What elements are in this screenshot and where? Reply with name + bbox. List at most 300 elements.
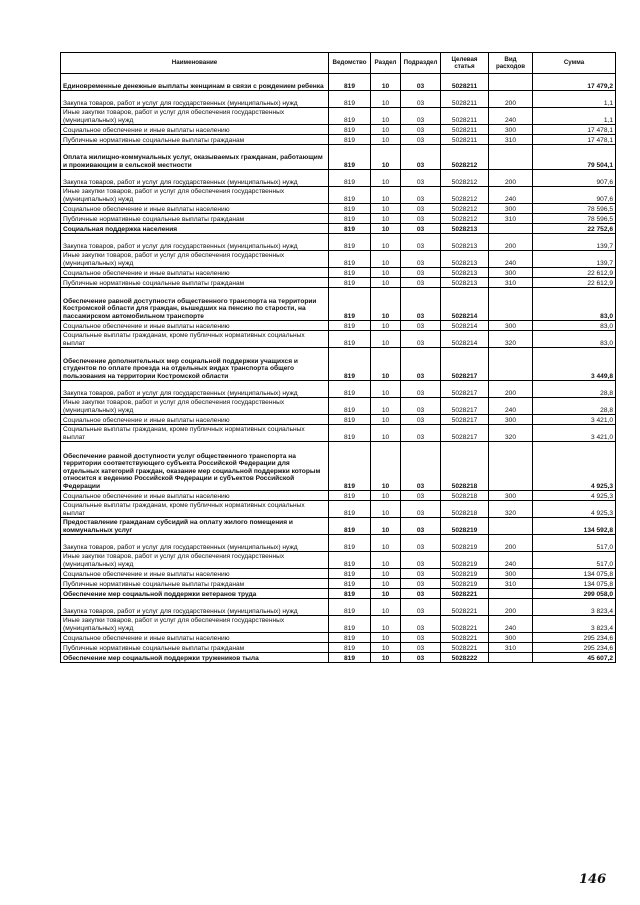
row-expense-type <box>489 145 533 170</box>
header-target-item: Целевая статья <box>441 53 489 74</box>
row-amount: 83,0 <box>533 321 616 331</box>
row-name: Иные закупки товаров, работ и услуг для обеспечения государственных (муниципальных) нужд <box>61 187 329 204</box>
row-expense-type: 320 <box>489 425 533 442</box>
row-section: 10 <box>371 135 401 145</box>
row-expense-type: 240 <box>489 108 533 125</box>
row-target-item: 5028217 <box>441 425 489 442</box>
row-target-item: 5028221 <box>441 643 489 653</box>
table-row <box>61 518 616 535</box>
row-target-item: 5028212 <box>441 214 489 224</box>
row-department: 819 <box>329 579 371 589</box>
row-amount: 28,8 <box>533 381 616 398</box>
row-name: Закупка товаров, работ и услуг для государственных (муниципальных) нужд <box>61 234 329 251</box>
row-subsection: 03 <box>401 589 441 599</box>
row-target-item: 5028214 <box>441 331 489 348</box>
row-expense-type: 300 <box>489 569 533 579</box>
row-department: 819 <box>329 204 371 214</box>
row-expense-type: 300 <box>489 491 533 501</box>
row-expense-type <box>489 348 533 381</box>
table-row <box>61 599 616 616</box>
table-row <box>61 214 616 224</box>
row-subsection: 03 <box>401 579 441 589</box>
row-target-item: 5028213 <box>441 278 489 288</box>
row-department: 819 <box>329 125 371 135</box>
row-expense-type: 200 <box>489 381 533 398</box>
row-target-item: 5028218 <box>441 501 489 518</box>
header-expense-type: Вид расходов <box>489 53 533 74</box>
row-target-item: 5028211 <box>441 108 489 125</box>
row-section: 10 <box>371 108 401 125</box>
row-expense-type: 300 <box>489 268 533 278</box>
row-section: 10 <box>371 278 401 288</box>
row-expense-type: 240 <box>489 398 533 415</box>
row-name: Иные закупки товаров, работ и услуг для обеспечения государственных (муниципальных) нужд <box>61 616 329 633</box>
row-name: Социальное обеспечение и иные выплаты населению <box>61 633 329 643</box>
row-name: Публичные нормативные социальные выплаты гражданам <box>61 214 329 224</box>
row-target-item: 5028213 <box>441 234 489 251</box>
row-name: Иные закупки товаров, работ и услуг для обеспечения государственных (муниципальных) нужд <box>61 108 329 125</box>
row-expense-type: 200 <box>489 170 533 187</box>
row-department: 819 <box>329 643 371 653</box>
table-row <box>61 535 616 552</box>
row-amount: 28,8 <box>533 398 616 415</box>
row-amount: 3 823,4 <box>533 599 616 616</box>
row-section: 10 <box>371 442 401 491</box>
row-target-item: 5028212 <box>441 187 489 204</box>
table-row <box>61 425 616 442</box>
row-name: Социальное обеспечение и иные выплаты населению <box>61 268 329 278</box>
table-row <box>61 381 616 398</box>
table-row <box>61 108 616 125</box>
row-name: Социальное обеспечение и иные выплаты населению <box>61 491 329 501</box>
table-row <box>61 145 616 170</box>
row-target-item: 5028213 <box>441 224 489 234</box>
row-section: 10 <box>371 224 401 234</box>
row-department: 819 <box>329 331 371 348</box>
row-name: Публичные нормативные социальные выплаты гражданам <box>61 579 329 589</box>
row-department: 819 <box>329 135 371 145</box>
row-amount: 3 449,8 <box>533 348 616 381</box>
row-expense-type: 320 <box>489 501 533 518</box>
row-section: 10 <box>371 268 401 278</box>
row-target-item: 5028212 <box>441 145 489 170</box>
row-section: 10 <box>371 589 401 599</box>
row-name: Обеспечение мер социальной поддержки ветеранов труда <box>61 589 329 599</box>
table-row <box>61 589 616 599</box>
row-target-item: 5028221 <box>441 633 489 643</box>
row-subsection: 03 <box>401 415 441 425</box>
row-department: 819 <box>329 224 371 234</box>
row-target-item: 5028219 <box>441 518 489 535</box>
row-section: 10 <box>371 348 401 381</box>
row-name: Социальные выплаты гражданам, кроме публичных нормативных социальных выплат <box>61 331 329 348</box>
header-name: Наименование <box>61 53 329 74</box>
row-subsection: 03 <box>401 278 441 288</box>
table-row <box>61 74 616 91</box>
row-amount: 907,6 <box>533 187 616 204</box>
row-department: 819 <box>329 599 371 616</box>
row-amount: 299 058,0 <box>533 589 616 599</box>
row-target-item: 5028217 <box>441 415 489 425</box>
row-name: Закупка товаров, работ и услуг для государственных (муниципальных) нужд <box>61 170 329 187</box>
row-target-item: 5028218 <box>441 442 489 491</box>
row-name: Иные закупки товаров, работ и услуг для обеспечения государственных (муниципальных) нужд <box>61 398 329 415</box>
row-expense-type <box>489 224 533 234</box>
row-target-item: 5028219 <box>441 569 489 579</box>
row-subsection: 03 <box>401 145 441 170</box>
row-department: 819 <box>329 214 371 224</box>
row-target-item: 5028221 <box>441 589 489 599</box>
row-department: 819 <box>329 501 371 518</box>
row-name: Закупка товаров, работ и услуг для государственных (муниципальных) нужд <box>61 91 329 108</box>
table-row <box>61 552 616 569</box>
row-name: Иные закупки товаров, работ и услуг для обеспечения государственных (муниципальных) нужд <box>61 552 329 569</box>
row-subsection: 03 <box>401 288 441 321</box>
row-section: 10 <box>371 415 401 425</box>
row-section: 10 <box>371 518 401 535</box>
row-target-item: 5028221 <box>441 616 489 633</box>
row-department: 819 <box>329 633 371 643</box>
row-name: Иные закупки товаров, работ и услуг для обеспечения государственных (муниципальных) нужд <box>61 251 329 268</box>
row-target-item: 5028217 <box>441 348 489 381</box>
row-section: 10 <box>371 251 401 268</box>
row-department: 819 <box>329 442 371 491</box>
row-target-item: 5028214 <box>441 288 489 321</box>
row-department: 819 <box>329 268 371 278</box>
row-section: 10 <box>371 398 401 415</box>
row-subsection: 03 <box>401 125 441 135</box>
row-section: 10 <box>371 381 401 398</box>
budget-table <box>60 52 616 663</box>
row-name: Публичные нормативные социальные выплаты гражданам <box>61 278 329 288</box>
row-amount: 134 075,8 <box>533 569 616 579</box>
row-target-item: 5028213 <box>441 268 489 278</box>
table-row <box>61 187 616 204</box>
row-section: 10 <box>371 288 401 321</box>
row-amount: 134 075,8 <box>533 579 616 589</box>
row-amount: 3 421,0 <box>533 415 616 425</box>
row-expense-type: 300 <box>489 415 533 425</box>
table-row <box>61 278 616 288</box>
row-subsection: 03 <box>401 321 441 331</box>
row-section: 10 <box>371 425 401 442</box>
row-expense-type: 300 <box>489 204 533 214</box>
header-section: Раздел <box>371 53 401 74</box>
row-section: 10 <box>371 491 401 501</box>
row-name: Социальная поддержка населения <box>61 224 329 234</box>
row-subsection: 03 <box>401 398 441 415</box>
row-department: 819 <box>329 278 371 288</box>
row-department: 819 <box>329 616 371 633</box>
row-section: 10 <box>371 74 401 91</box>
row-target-item: 5028218 <box>441 491 489 501</box>
row-name: Закупка товаров, работ и услуг для государственных (муниципальных) нужд <box>61 381 329 398</box>
row-subsection: 03 <box>401 135 441 145</box>
row-section: 10 <box>371 204 401 214</box>
row-expense-type: 200 <box>489 599 533 616</box>
row-expense-type: 240 <box>489 251 533 268</box>
row-department: 819 <box>329 552 371 569</box>
row-expense-type: 320 <box>489 331 533 348</box>
row-expense-type: 300 <box>489 321 533 331</box>
row-section: 10 <box>371 569 401 579</box>
row-expense-type: 200 <box>489 234 533 251</box>
row-name: Публичные нормативные социальные выплаты гражданам <box>61 135 329 145</box>
row-amount: 3 823,4 <box>533 616 616 633</box>
page-number: 146 <box>579 872 607 887</box>
table-row <box>61 135 616 145</box>
row-name: Обеспечение равной доступности услуг общественного транспорта на территории соответствующего субъекта Российской Федерации для отдельных категорий граждан, оказание мер социальной поддержки которым относится к ведению Российской Федерации и субъектов Российской Федерации <box>61 442 329 491</box>
row-amount: 4 925,3 <box>533 442 616 491</box>
row-subsection: 03 <box>401 251 441 268</box>
row-section: 10 <box>371 170 401 187</box>
row-subsection: 03 <box>401 91 441 108</box>
row-amount: 79 504,1 <box>533 145 616 170</box>
table-row <box>61 579 616 589</box>
row-expense-type: 240 <box>489 616 533 633</box>
row-subsection: 03 <box>401 501 441 518</box>
table-row <box>61 501 616 518</box>
table-row <box>61 251 616 268</box>
row-department: 819 <box>329 288 371 321</box>
row-name: Закупка товаров, работ и услуг для государственных (муниципальных) нужд <box>61 535 329 552</box>
row-amount: 17 479,2 <box>533 74 616 91</box>
row-section: 10 <box>371 643 401 653</box>
row-target-item: 5028211 <box>441 125 489 135</box>
row-department: 819 <box>329 398 371 415</box>
row-expense-type: 300 <box>489 633 533 643</box>
row-name: Публичные нормативные социальные выплаты гражданам <box>61 643 329 653</box>
row-subsection: 03 <box>401 74 441 91</box>
row-department: 819 <box>329 589 371 599</box>
row-target-item: 5028219 <box>441 552 489 569</box>
row-name: Социальное обеспечение и иные выплаты населению <box>61 415 329 425</box>
row-name: Социальное обеспечение и иные выплаты населению <box>61 125 329 135</box>
table-row <box>61 170 616 187</box>
row-amount: 4 925,3 <box>533 501 616 518</box>
row-subsection: 03 <box>401 170 441 187</box>
row-subsection: 03 <box>401 599 441 616</box>
row-name: Закупка товаров, работ и услуг для государственных (муниципальных) нужд <box>61 599 329 616</box>
row-amount: 907,6 <box>533 170 616 187</box>
row-department: 819 <box>329 569 371 579</box>
row-target-item: 5028219 <box>441 535 489 552</box>
row-subsection: 03 <box>401 569 441 579</box>
row-section: 10 <box>371 616 401 633</box>
header-department: Ведомство <box>329 53 371 74</box>
table-row <box>61 321 616 331</box>
row-section: 10 <box>371 321 401 331</box>
table-row <box>61 569 616 579</box>
table-row <box>61 643 616 653</box>
table-row <box>61 268 616 278</box>
row-section: 10 <box>371 552 401 569</box>
row-amount: 134 592,8 <box>533 518 616 535</box>
row-section: 10 <box>371 501 401 518</box>
row-section: 10 <box>371 633 401 643</box>
row-expense-type <box>489 288 533 321</box>
table-row <box>61 633 616 643</box>
row-subsection: 03 <box>401 643 441 653</box>
table-row <box>61 234 616 251</box>
row-section: 10 <box>371 145 401 170</box>
row-amount: 517,0 <box>533 552 616 569</box>
row-subsection: 03 <box>401 268 441 278</box>
table-row <box>61 288 616 321</box>
row-department: 819 <box>329 653 371 663</box>
row-target-item: 5028212 <box>441 170 489 187</box>
row-target-item: 5028211 <box>441 135 489 145</box>
row-amount: 139,7 <box>533 234 616 251</box>
row-target-item: 5028219 <box>441 579 489 589</box>
row-section: 10 <box>371 214 401 224</box>
row-name: Обеспечение равной доступности общественного транспорта на территории Костромской области для граждан, вышедших на пенсию по старости, на пассажирском автомобильном транспорте <box>61 288 329 321</box>
row-amount: 17 478,1 <box>533 125 616 135</box>
row-department: 819 <box>329 91 371 108</box>
row-expense-type: 310 <box>489 214 533 224</box>
row-target-item: 5028213 <box>441 251 489 268</box>
row-expense-type: 300 <box>489 125 533 135</box>
row-amount: 17 478,1 <box>533 135 616 145</box>
table-row <box>61 616 616 633</box>
row-expense-type: 200 <box>489 535 533 552</box>
table-row <box>61 491 616 501</box>
table-row <box>61 204 616 214</box>
row-name: Предоставление гражданам субсидий на оплату жилого помещения и коммунальных услуг <box>61 518 329 535</box>
table-row <box>61 224 616 234</box>
row-subsection: 03 <box>401 653 441 663</box>
row-amount: 78 596,5 <box>533 214 616 224</box>
table-body <box>61 74 616 663</box>
row-amount: 22 612,9 <box>533 268 616 278</box>
row-section: 10 <box>371 579 401 589</box>
row-amount: 517,0 <box>533 535 616 552</box>
row-subsection: 03 <box>401 224 441 234</box>
row-department: 819 <box>329 170 371 187</box>
table-row <box>61 653 616 663</box>
row-subsection: 03 <box>401 535 441 552</box>
row-name: Обеспечение дополнительных мер социальной поддержки учащихся и студентов по оплате проезда на отдельных видах транспорта общего пользования на территории Костромской области <box>61 348 329 381</box>
row-subsection: 03 <box>401 187 441 204</box>
row-target-item: 5028217 <box>441 398 489 415</box>
row-expense-type: 310 <box>489 643 533 653</box>
row-amount: 3 421,0 <box>533 425 616 442</box>
row-section: 10 <box>371 535 401 552</box>
row-department: 819 <box>329 381 371 398</box>
row-department: 819 <box>329 518 371 535</box>
row-name: Социальное обеспечение и иные выплаты населению <box>61 204 329 214</box>
row-expense-type <box>489 74 533 91</box>
row-name: Социальные выплаты гражданам, кроме публичных нормативных социальных выплат <box>61 501 329 518</box>
table-row <box>61 398 616 415</box>
row-subsection: 03 <box>401 331 441 348</box>
row-name: Социальные выплаты гражданам, кроме публичных нормативных социальных выплат <box>61 425 329 442</box>
row-section: 10 <box>371 234 401 251</box>
table-row <box>61 331 616 348</box>
row-name: Обеспечение мер социальной поддержки тружеников тыла <box>61 653 329 663</box>
row-amount: 45 607,2 <box>533 653 616 663</box>
row-name: Оплата жилищно-коммунальных услуг, оказываемых гражданам, работающим и проживающим в сельской местности <box>61 145 329 170</box>
table-row <box>61 125 616 135</box>
row-subsection: 03 <box>401 491 441 501</box>
row-amount: 1,1 <box>533 91 616 108</box>
row-department: 819 <box>329 348 371 381</box>
header-amount: Сумма <box>533 53 616 74</box>
row-department: 819 <box>329 535 371 552</box>
row-target-item: 5028212 <box>441 204 489 214</box>
row-name: Единовременные денежные выплаты женщинам в связи с рождением ребенка <box>61 74 329 91</box>
row-section: 10 <box>371 653 401 663</box>
row-subsection: 03 <box>401 616 441 633</box>
row-expense-type: 310 <box>489 579 533 589</box>
row-department: 819 <box>329 425 371 442</box>
row-amount: 83,0 <box>533 288 616 321</box>
row-amount: 295 234,6 <box>533 633 616 643</box>
row-amount: 295 234,6 <box>533 643 616 653</box>
row-section: 10 <box>371 91 401 108</box>
row-target-item: 5028214 <box>441 321 489 331</box>
row-amount: 83,0 <box>533 331 616 348</box>
row-expense-type <box>489 442 533 491</box>
row-name: Социальное обеспечение и иные выплаты населению <box>61 569 329 579</box>
row-section: 10 <box>371 599 401 616</box>
table-row <box>61 91 616 108</box>
row-expense-type: 310 <box>489 278 533 288</box>
row-subsection: 03 <box>401 108 441 125</box>
row-amount: 22 612,9 <box>533 278 616 288</box>
row-section: 10 <box>371 187 401 204</box>
row-department: 819 <box>329 234 371 251</box>
table-row <box>61 415 616 425</box>
row-expense-type <box>489 589 533 599</box>
row-subsection: 03 <box>401 442 441 491</box>
table-header-row <box>61 53 616 74</box>
row-target-item: 5028222 <box>441 653 489 663</box>
row-section: 10 <box>371 331 401 348</box>
row-section: 10 <box>371 125 401 135</box>
row-subsection: 03 <box>401 214 441 224</box>
row-amount: 139,7 <box>533 251 616 268</box>
row-target-item: 5028221 <box>441 599 489 616</box>
table-row <box>61 442 616 491</box>
row-subsection: 03 <box>401 633 441 643</box>
row-expense-type <box>489 653 533 663</box>
row-name: Социальное обеспечение и иные выплаты населению <box>61 321 329 331</box>
row-expense-type: 200 <box>489 91 533 108</box>
row-department: 819 <box>329 321 371 331</box>
row-subsection: 03 <box>401 348 441 381</box>
row-target-item: 5028211 <box>441 91 489 108</box>
row-department: 819 <box>329 187 371 204</box>
row-subsection: 03 <box>401 381 441 398</box>
row-subsection: 03 <box>401 425 441 442</box>
row-amount: 78 596,5 <box>533 204 616 214</box>
row-expense-type: 240 <box>489 552 533 569</box>
row-amount: 4 925,3 <box>533 491 616 501</box>
row-target-item: 5028211 <box>441 74 489 91</box>
row-department: 819 <box>329 74 371 91</box>
row-subsection: 03 <box>401 518 441 535</box>
row-department: 819 <box>329 415 371 425</box>
row-expense-type <box>489 518 533 535</box>
row-department: 819 <box>329 251 371 268</box>
header-subsection: Подраздел <box>401 53 441 74</box>
row-amount: 22 752,6 <box>533 224 616 234</box>
row-expense-type: 310 <box>489 135 533 145</box>
row-expense-type: 240 <box>489 187 533 204</box>
row-amount: 1,1 <box>533 108 616 125</box>
row-department: 819 <box>329 491 371 501</box>
